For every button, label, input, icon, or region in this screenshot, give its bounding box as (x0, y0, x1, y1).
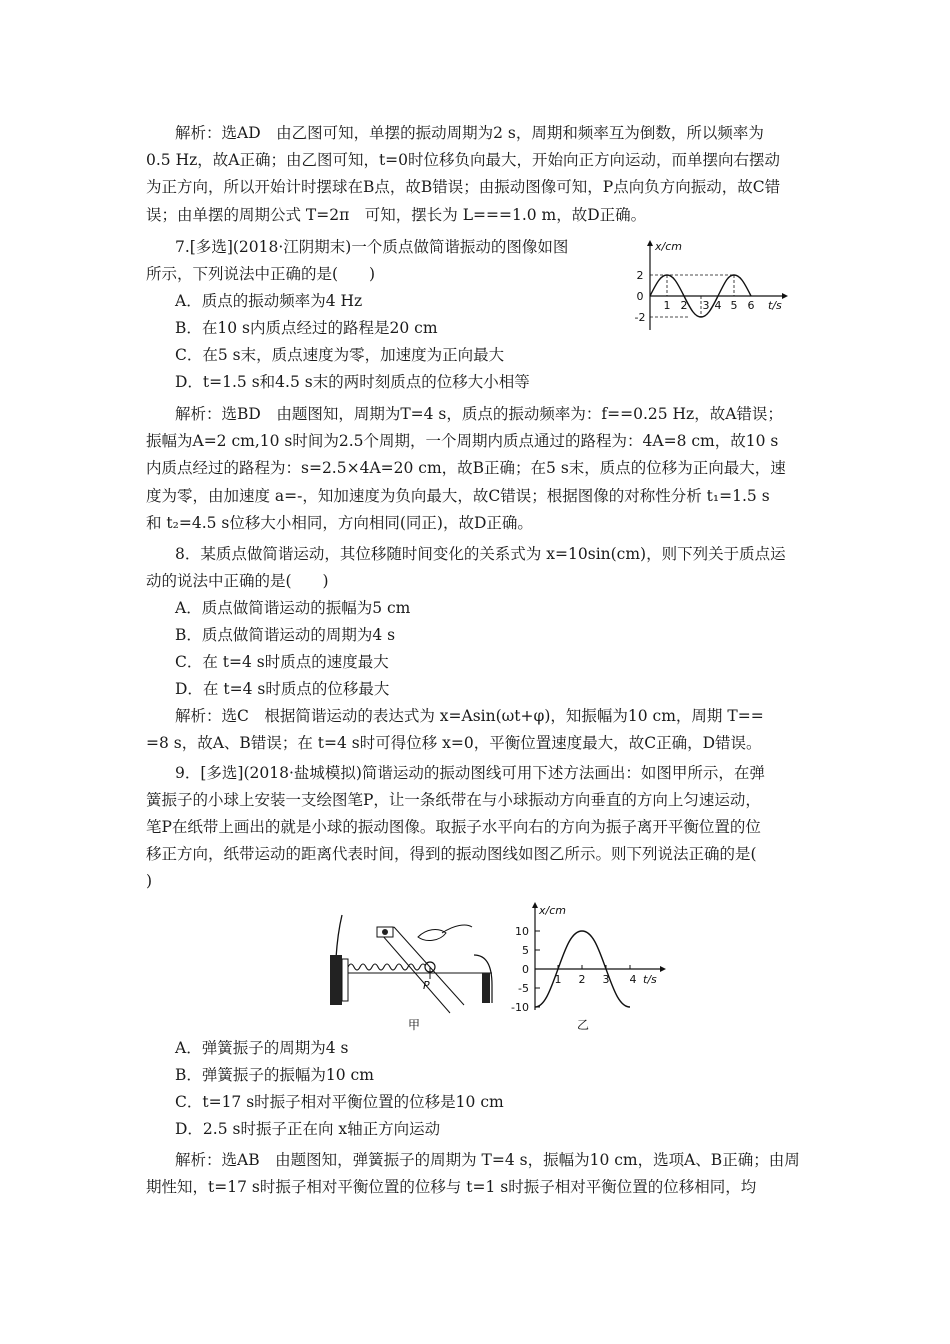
text-line: 解析：选BD 由题图知，周期为T=4 s，质点的振动频率为：f==0.25 Hz，故A错误； (175, 405, 783, 423)
question-8-stem: 动的说法中正确的是( ) (146, 572, 329, 590)
text-line: 度为零，由加速度 a=-，知加速度为负向最大，故C错误；根据图像的对称性分析 t₁=1.5 s (146, 487, 770, 505)
text-line: 误；由单摆的周期公式 T=2π 可知，摆长为 L===1.0 m，故D正确。 (146, 206, 647, 224)
question-7-stem: 7.[多选](2018·江阴期末)一个质点做简谐振动的图像如图 (175, 238, 569, 256)
text-line: 内质点经过的路程为：s=2.5×4A=20 cm，故B正确；在5 s末，质点的位移为正向最大，速 (146, 459, 786, 477)
figure-caption: 乙 (577, 1018, 590, 1032)
tick-label: 5 (730, 299, 738, 312)
x-axis-label: t/s (768, 299, 782, 312)
text-line: 解析：选C 根据简谐运动的表达式为 x=Asin(ωt+φ)，知振幅为10 cm，周期 T== (175, 707, 764, 725)
tick-label: 0 (522, 963, 529, 976)
x-axis-label: t/s (643, 973, 657, 986)
text-line: 期性知，t=17 s时振子相对平衡位置的位移与 t=1 s时振子相对平衡位置的位移相同，均 (146, 1178, 757, 1196)
tick-label: 2 (578, 973, 586, 986)
text-line: =8 s，故A、B错误；在 t=4 s时可得位移 x=0，平衡位置速度最大，故C正确，D错误。 (146, 734, 762, 752)
option-c: C．在 t=4 s时质点的速度最大 (175, 653, 389, 671)
tick-label: 2 (680, 299, 688, 312)
option-b: B．弹簧振子的振幅为10 cm (175, 1066, 374, 1084)
tick-label: 1 (554, 973, 562, 986)
question-9-stem: 簧振子的小球上安装一支绘图笔P，让一条纸带在与小球振动方向垂直的方向上匀速运动， (146, 791, 761, 809)
question-7-graph (630, 238, 790, 336)
question-9-stem: 笔P在纸带上画出的就是小球的振动图像。取振子水平向右的方向为振子离开平衡位置的位 (146, 818, 761, 836)
tick-label: 3 (702, 299, 710, 312)
apparatus-diagram-jia (322, 905, 502, 1033)
tick-label: 4 (629, 973, 637, 986)
tick-label: 6 (747, 299, 755, 312)
option-b: B．质点做简谐运动的周期为4 s (175, 626, 396, 644)
option-d: D．2.5 s时振子正在向 x轴正方向运动 (175, 1120, 441, 1138)
tick-label: 10 (515, 925, 529, 938)
figure-caption: 甲 (408, 1018, 421, 1032)
tick-label: 0 (636, 290, 644, 303)
text-line: 解析：选AD 由乙图可知，单摆的振动周期为2 s，周期和频率互为倒数，所以频率为 (175, 124, 764, 142)
option-c: C．在5 s末，质点速度为零，加速度为正向最大 (175, 346, 505, 364)
option-a: A．质点做简谐运动的振幅为5 cm (175, 599, 411, 617)
tick-label: 5 (522, 944, 529, 957)
y-axis-label: x/cm (539, 904, 566, 917)
text-line: 振幅为A=2 cm,10 s时间为2.5个周期，一个周期内质点通过的路程为：4A=8 cm，故10 s (146, 432, 779, 450)
text-line: 解析：选AB 由题图知，弹簧振子的周期为 T=4 s，振幅为10 cm，选项A、B正确；由周 (175, 1151, 800, 1169)
y-axis-label: x/cm (655, 240, 682, 253)
option-c: C．t=17 s时振子相对平衡位置的位移是10 cm (175, 1093, 504, 1111)
tick-label: 4 (714, 299, 722, 312)
pen-label: P (423, 979, 430, 992)
tick-label: 1 (663, 299, 671, 312)
tick-label: -10 (511, 1001, 529, 1014)
option-d: D．在 t=4 s时质点的位移最大 (175, 680, 390, 698)
option-b: B．在10 s内质点经过的路程是20 cm (175, 319, 438, 337)
question-9-stem: 移正方向，纸带运动的距离代表时间，得到的振动图线如图乙所示。则下列说法正确的是( (146, 845, 757, 863)
question-9-stem: 9．[多选](2018·盐城模拟)简谐运动的振动图线可用下述方法画出：如图甲所示，在弹 (175, 764, 765, 782)
tick-label: 3 (602, 973, 610, 986)
question-7-stem: 所示，下列说法中正确的是( ) (146, 265, 376, 283)
text-line: 0.5 Hz，故A正确；由乙图可知，t=0时位移负向最大，开始向正方向运动，而单摆向右摆动 (146, 151, 781, 169)
text-line: 为正方向，所以开始计时摆球在B点，故B错误；由振动图像可知，P点向负方向振动，故C错 (146, 178, 781, 196)
option-a: A．质点的振动频率为4 Hz (175, 292, 363, 310)
vibration-graph-yi (505, 898, 675, 1033)
option-d: D．t=1.5 s和4.5 s末的两时刻质点的位移大小相等 (175, 373, 530, 391)
option-a: A．弹簧振子的周期为4 s (175, 1039, 349, 1057)
text-line: 和 t₂=4.5 s位移大小相同，方向相同(同正)，故D正确。 (146, 514, 533, 532)
tick-label: 2 (636, 269, 644, 282)
question-9-stem: ) (146, 872, 153, 890)
tick-label: -5 (518, 982, 529, 995)
question-8-stem: 8．某质点做简谐运动，其位移随时间变化的关系式为 x=10sin(cm)，则下列关于质点运 (175, 545, 786, 563)
tick-label: -2 (634, 311, 646, 324)
